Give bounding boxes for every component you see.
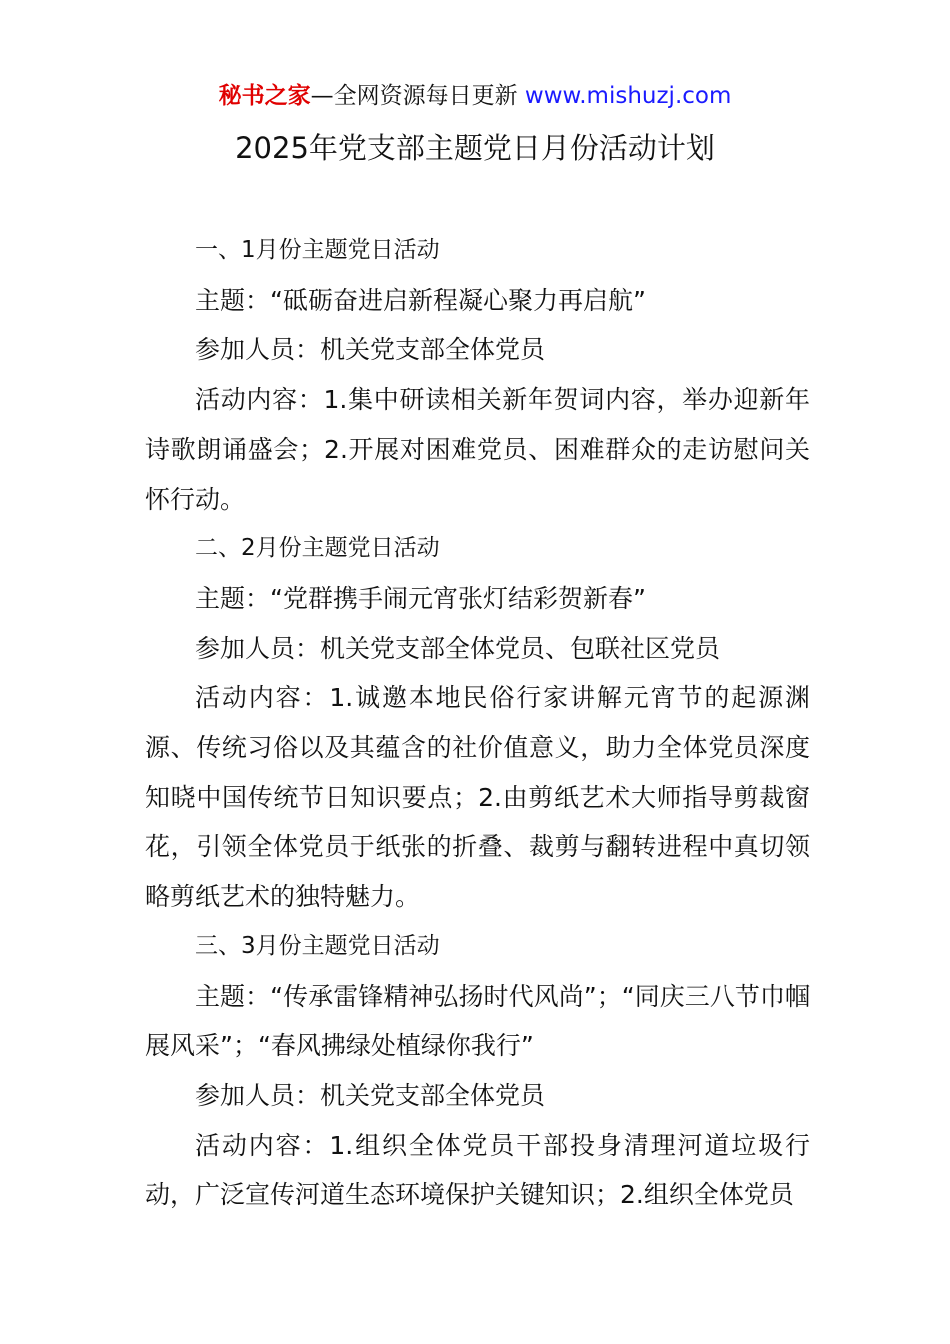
paragraph-theme: 主题：“砥砺奋进启新程凝心聚力再启航” [195,285,646,315]
paragraph-participants: 参加人员：机关党支部全体党员、包联社区党员 [195,633,721,663]
document-title: 2025年党支部主题党日月份活动计划 [235,131,715,165]
paragraph-participants: 参加人员：机关党支部全体党员 [195,335,546,365]
paragraph-participants: 参加人员：机关党支部全体党员 [195,1080,546,1110]
paragraph-theme: 主题：“传承雷锋精神弘扬时代风尚”；“同庆三八节巾帼展风采”；“春风拂绿处植绿你我行” [145,981,810,1061]
paragraph-content: 活动内容：1.诚邀本地民俗行家讲解元宵节的起源渊源、传统习俗以及其蕴含的社价值意义，助力全体党员深度知晓中国传统节日知识要点；2.由剪纸艺术大师指导剪裁窗花，引领全体党员于纸张的折叠、裁剪与翻转进程中真切领略剪纸艺术的独特魅力。 [145,683,810,912]
section-heading-march: 三、3月份主题党日活动 [195,932,440,959]
site-header [0,80,950,112]
brand-name: 秘书之家 [218,83,311,109]
section-heading-january: 一、1月份主题党日活动 [195,237,440,263]
document-body [145,226,810,1220]
section-heading-february: 二、2月份主题党日活动 [195,535,440,562]
paragraph-content: 活动内容：1.组织全体党员干部投身清理河道垃圾行动，广泛宣传河道生态环境保护关键知识；2.组织全体党员 [145,1130,810,1210]
header-tagline: —全网资源每日更新 [310,83,518,109]
paragraph-content: 活动内容：1.集中研读相关新年贺词内容，举办迎新年诗歌朗诵盛会；2.开展对困难党员、困难群众的走访慰问关怀行动。 [145,385,810,514]
paragraph-theme: 主题：“党群携手闹元宵张灯结彩贺新春” [195,583,646,613]
site-url-link[interactable]: www.mishuzj.com [524,83,732,109]
